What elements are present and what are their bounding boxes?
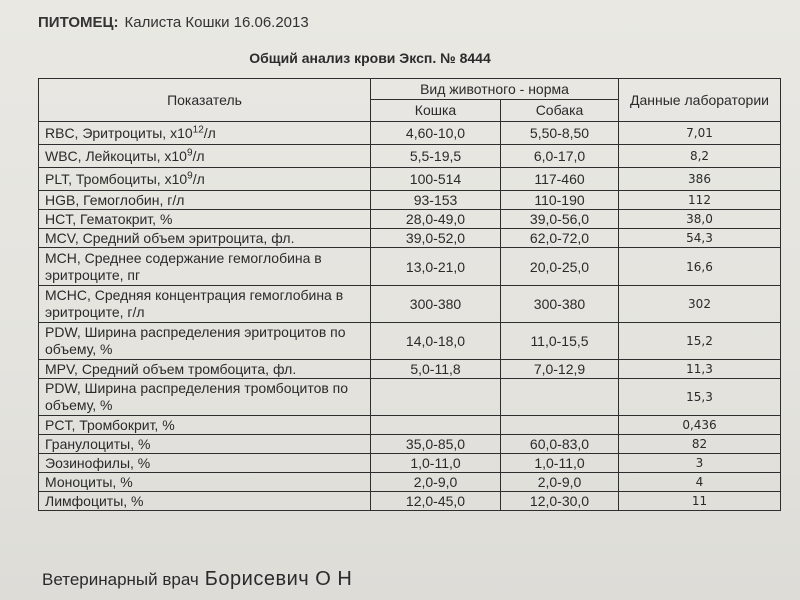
column-header-cat: Кошка [371, 99, 501, 121]
vet-role: Ветеринарный врач [42, 570, 199, 589]
cat-norm: 39,0-52,0 [371, 229, 501, 248]
lab-value: 0,436 [619, 416, 781, 435]
column-header-parameter: Показатель [39, 79, 371, 122]
cat-norm: 35,0-85,0 [371, 435, 501, 454]
parameter-name: PDW, Ширина распределения тромбоцитов по объему, % [39, 379, 371, 416]
dog-norm: 60,0-83,0 [501, 435, 619, 454]
dog-norm: 11,0-15,5 [501, 323, 619, 360]
parameter-name: RBC, Эритроциты, $x10^{12}/л$ [39, 122, 371, 145]
dog-norm: 20,0-25,0 [501, 248, 619, 286]
cat-norm [371, 416, 501, 435]
table-row [39, 360, 781, 379]
lab-value: 11 [619, 492, 781, 511]
document-title: Общий анализ крови Эксп. № 8444 [249, 50, 491, 66]
dog-norm: 2,0-9,0 [501, 473, 619, 492]
blood-analysis-table [38, 78, 781, 511]
dog-norm: 117-460 [501, 168, 619, 191]
lab-value: 54,3 [619, 229, 781, 248]
parameter-name: PLT, Тромбоциты, $x10^9/л$ [39, 168, 371, 191]
lab-value: 4 [619, 473, 781, 492]
parameter-name: HCT, Гематокрит, % [39, 210, 371, 229]
table-row [39, 248, 781, 286]
parameter-name: Эозинофилы, % [39, 454, 371, 473]
dog-norm: 12,0-30,0 [501, 492, 619, 511]
lab-value: 3 [619, 454, 781, 473]
table-row [39, 145, 781, 168]
table-row [39, 210, 781, 229]
parameter-name: Лимфоциты, % [39, 492, 371, 511]
vet-signature: Борисевич О Н [204, 568, 353, 590]
table-row [39, 473, 781, 492]
parameter-name: PDW, Ширина распределения эритроцитов по объему, % [39, 323, 371, 360]
table-row [39, 323, 781, 360]
parameter-name: HGB, Гемоглобин, г/л [39, 191, 371, 210]
table-row [39, 416, 781, 435]
parameter-name: MCHC, Средняя концентрация гемоглобина в эритроците, г/л [39, 286, 371, 323]
lab-value: 302 [619, 286, 781, 323]
parameter-name: MCH, Среднее содержание гемоглобина в эритроците, пг [39, 248, 371, 286]
dog-norm: 1,0-11,0 [501, 454, 619, 473]
cat-norm [371, 379, 501, 416]
lab-value: 16,6 [619, 248, 781, 286]
dog-norm: 110-190 [501, 191, 619, 210]
table-row [39, 492, 781, 511]
cat-norm: 100-514 [371, 168, 501, 191]
column-header-dog: Собака [501, 99, 619, 121]
dog-norm: 6,0-17,0 [501, 145, 619, 168]
signature-line [42, 568, 352, 591]
cat-norm: 93-153 [371, 191, 501, 210]
lab-value: 112 [619, 191, 781, 210]
table-row [39, 454, 781, 473]
parameter-name: MPV, Средний объем тромбоцита, фл. [39, 360, 371, 379]
table-row [39, 191, 781, 210]
cat-norm: 5,0-11,8 [371, 360, 501, 379]
lab-value: 38,0 [619, 210, 781, 229]
table-body [39, 122, 781, 511]
dog-norm [501, 416, 619, 435]
dog-norm: 39,0-56,0 [501, 210, 619, 229]
header-line [38, 14, 309, 31]
column-header-lab-data: Данные лаборатории [619, 79, 781, 122]
lab-value: 8,2 [619, 145, 781, 168]
cat-norm: 300-380 [371, 286, 501, 323]
cat-norm: 13,0-21,0 [371, 248, 501, 286]
lab-value: 15,2 [619, 323, 781, 360]
cat-norm: 4,60-10,0 [371, 122, 501, 145]
parameter-name: WBC, Лейкоциты, $x10^9/л$ [39, 145, 371, 168]
table-row [39, 286, 781, 323]
cat-norm: 1,0-11,0 [371, 454, 501, 473]
parameter-name: PCT, Тромбокрит, % [39, 416, 371, 435]
lab-value: 82 [619, 435, 781, 454]
parameter-name: Гранулоциты, % [39, 435, 371, 454]
table-row [39, 168, 781, 191]
lab-value: 7,01 [619, 122, 781, 145]
cat-norm: 2,0-9,0 [371, 473, 501, 492]
lab-value: 15,3 [619, 379, 781, 416]
cat-norm: 14,0-18,0 [371, 323, 501, 360]
cat-norm: 28,0-49,0 [371, 210, 501, 229]
parameter-name: MCV, Средний объем эритроцита, фл. [39, 229, 371, 248]
table-row [39, 229, 781, 248]
table-row [39, 122, 781, 145]
column-header-species-norm: Вид животного - норма [371, 79, 619, 100]
table-row [39, 435, 781, 454]
cat-norm: 12,0-45,0 [371, 492, 501, 511]
dog-norm: 300-380 [501, 286, 619, 323]
pet-info: Калиста Кошки 16.06.2013 [124, 14, 309, 31]
lab-value: 386 [619, 168, 781, 191]
dog-norm [501, 379, 619, 416]
pet-label: ПИТОМЕЦ: [38, 14, 119, 31]
table-row [39, 379, 781, 416]
lab-value: 11,3 [619, 360, 781, 379]
dog-norm: 62,0-72,0 [501, 229, 619, 248]
dog-norm: 5,50-8,50 [501, 122, 619, 145]
cat-norm: 5,5-19,5 [371, 145, 501, 168]
dog-norm: 7,0-12,9 [501, 360, 619, 379]
parameter-name: Моноциты, % [39, 473, 371, 492]
